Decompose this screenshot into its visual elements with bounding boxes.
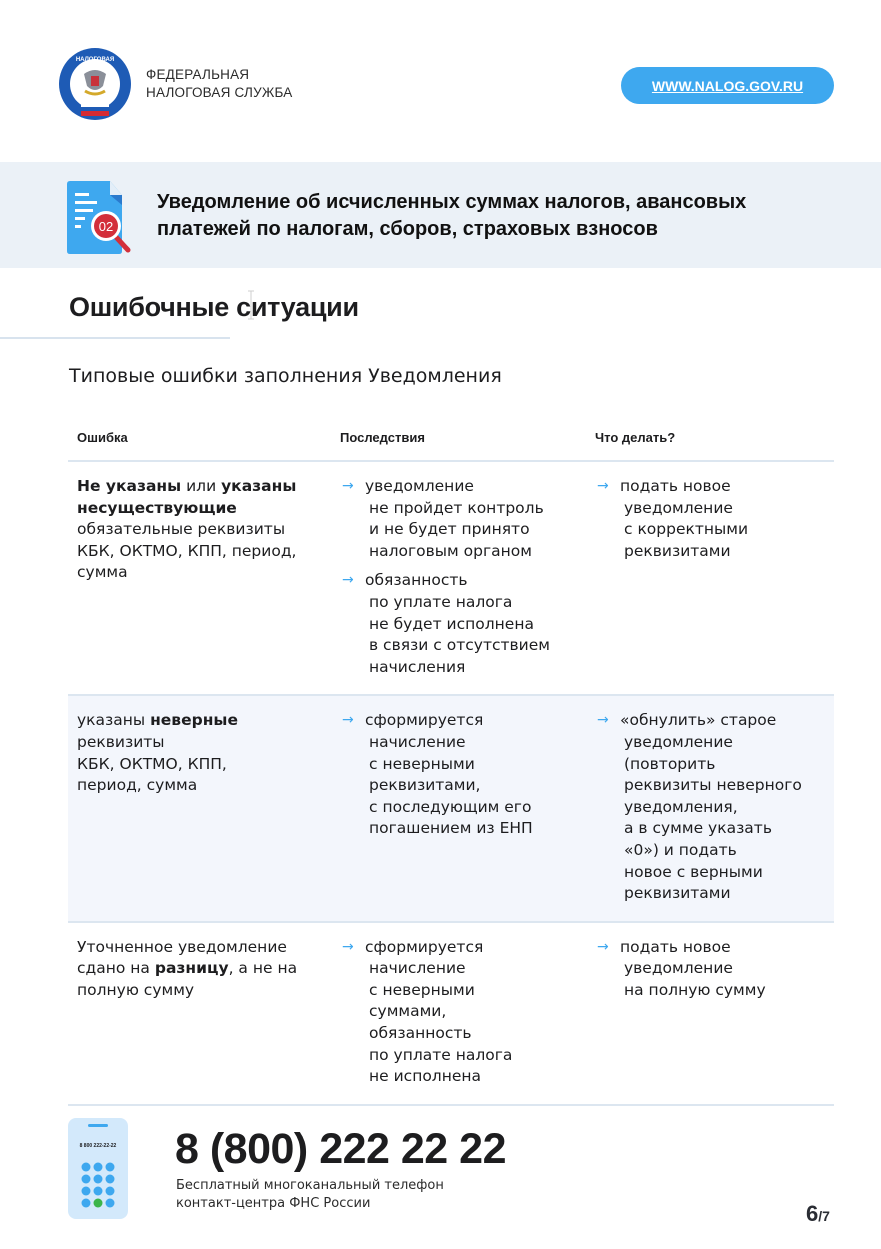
- page-current: 6: [806, 1201, 819, 1226]
- phone-icon: [68, 1118, 128, 1219]
- hotline-desc-line1: Бесплатный многоканальный телефон: [176, 1178, 444, 1193]
- bullet-line: с последующим его: [369, 797, 532, 816]
- bullet-line: подать новое: [620, 937, 731, 956]
- bullet-line: реквизитами: [624, 884, 731, 903]
- fns-emblem-icon: [58, 47, 132, 121]
- bullet-item: [340, 710, 587, 840]
- table-header: [68, 415, 834, 462]
- org-name-line2: НАЛОГОВАЯ СЛУЖБА: [146, 85, 293, 100]
- bullet-text: [365, 937, 512, 1088]
- error-cell: Уточненное уведомление сдано на разницу, а не на полную сумму: [77, 937, 298, 999]
- phone-screen-number: 8 800 222-22-22: [79, 1143, 117, 1149]
- table-body: [68, 462, 834, 1106]
- action-cell: [587, 923, 834, 1104]
- action-cell: [587, 462, 834, 694]
- bullet-item: [340, 570, 587, 678]
- arrow-right-icon: →: [342, 478, 354, 494]
- bullet-text: [620, 937, 766, 1002]
- consequences-cell: [332, 923, 587, 1104]
- arrow-right-icon: →: [597, 478, 609, 494]
- column-header-action: Что делать?: [595, 430, 676, 445]
- bullet-line: налоговым органом: [369, 541, 532, 560]
- bullet-line: не будет исполнена: [369, 614, 534, 633]
- bullet-line: подать новое: [620, 477, 731, 495]
- bullet-line: суммами,: [369, 1002, 447, 1021]
- hotline-number: 8 (800) 222 22 22: [175, 1125, 506, 1173]
- bullet-item: [340, 937, 587, 1088]
- bullet-line: сформируется: [365, 937, 484, 956]
- column-header-error: Ошибка: [77, 430, 128, 445]
- section-subtitle: Типовые ошибки заполнения Уведомления: [69, 365, 502, 387]
- svg-text:НАЛОГОВАЯ: НАЛОГОВАЯ: [75, 57, 115, 63]
- bullet-line: уведомления,: [624, 797, 738, 816]
- bullet-item: [595, 937, 834, 1002]
- fns-logo: [58, 47, 293, 121]
- bullet-line: новое с верными: [624, 862, 763, 881]
- bullet-line: «0») и подать: [624, 840, 737, 859]
- bullet-text: [365, 476, 544, 562]
- bullet-item: [595, 710, 834, 904]
- bullet-line: в связи с отсутствием: [369, 636, 550, 655]
- org-name-line1: ФЕДЕРАЛЬНАЯ: [146, 67, 250, 82]
- text-cursor-icon: [247, 290, 255, 320]
- bullet-line: на полную сумму: [624, 980, 766, 999]
- hotline-description: [176, 1177, 444, 1212]
- table-row: [68, 923, 834, 1106]
- icon-badge-number: 02: [98, 219, 114, 234]
- document-magnifier-icon: [66, 179, 136, 255]
- arrow-right-icon: →: [342, 938, 354, 955]
- bullet-line: (повторить: [624, 754, 716, 773]
- bullet-line: с неверными: [369, 980, 475, 999]
- action-cell: [587, 696, 834, 920]
- bullet-line: уведомление: [624, 498, 733, 517]
- website-link-button[interactable]: WWW.NALOG.GOV.RU: [621, 67, 834, 104]
- bullet-item: [340, 476, 587, 562]
- bullet-line: начисления: [369, 657, 466, 676]
- errors-table: [68, 415, 834, 1106]
- error-cell: указаны неверные реквизиты КБК, ОКТМО, КПП, период, сумма: [77, 711, 238, 795]
- bullet-line: обязанность: [369, 1024, 472, 1043]
- bullet-line: реквизитами: [624, 541, 731, 560]
- title-divider: [0, 337, 230, 339]
- bullet-line: обязанность: [365, 571, 468, 590]
- bullet-line: сформируется: [365, 711, 484, 730]
- bullet-line: и не будет принято: [369, 520, 530, 539]
- bullet-text: [365, 710, 533, 840]
- arrow-right-icon: →: [597, 938, 609, 955]
- bullet-line: реквизиты неверного: [624, 776, 802, 795]
- bullet-line: не исполнена: [369, 1067, 482, 1086]
- bullet-line: уведомление: [365, 477, 474, 495]
- bullet-line: начисление: [369, 959, 466, 978]
- arrow-right-icon: →: [342, 712, 354, 729]
- bullet-line: начисление: [369, 732, 466, 751]
- arrow-right-icon: →: [597, 712, 609, 729]
- arrow-right-icon: →: [342, 572, 354, 589]
- table-row: [68, 462, 834, 696]
- hotline-desc-line2: контакт-центра ФНС России: [176, 1195, 371, 1211]
- bullet-line: реквизитами,: [369, 776, 481, 795]
- bullet-line: с неверными: [369, 754, 475, 773]
- bullet-line: «обнулить» старое: [620, 711, 777, 730]
- bullet-line: не пройдет контроль: [369, 498, 544, 517]
- consequences-cell: [332, 696, 587, 920]
- table-row: [68, 696, 834, 922]
- bullet-item: [595, 476, 834, 562]
- page-total: /7: [818, 1208, 830, 1224]
- bullet-line: а в сумме указать: [624, 819, 772, 838]
- bullet-text: [365, 570, 550, 678]
- error-cell: Не указаны или указаны несуществующие обязательные реквизиты КБК, ОКТМО, КПП, период, сумма: [77, 477, 297, 582]
- bullet-text: [620, 476, 748, 562]
- bullet-text: [620, 710, 802, 904]
- column-header-consequences: Последствия: [340, 430, 425, 445]
- bullet-line: погашением из ЕНП: [369, 819, 533, 838]
- bullet-line: по уплате налога: [369, 592, 513, 611]
- banner-title: Уведомление об исчисленных суммах налогов, авансовых платежей по налогам, сборов, страховых взносов: [157, 191, 747, 240]
- bullet-line: уведомление: [624, 959, 733, 978]
- topic-banner: [0, 162, 881, 268]
- bullet-line: по уплате налога: [369, 1045, 513, 1064]
- bullet-line: с корректными: [624, 520, 749, 539]
- consequences-cell: [332, 462, 587, 694]
- bullet-line: уведомление: [624, 732, 733, 751]
- section-title: Ошибочные ситуации: [69, 292, 359, 322]
- page-number: [806, 1201, 830, 1227]
